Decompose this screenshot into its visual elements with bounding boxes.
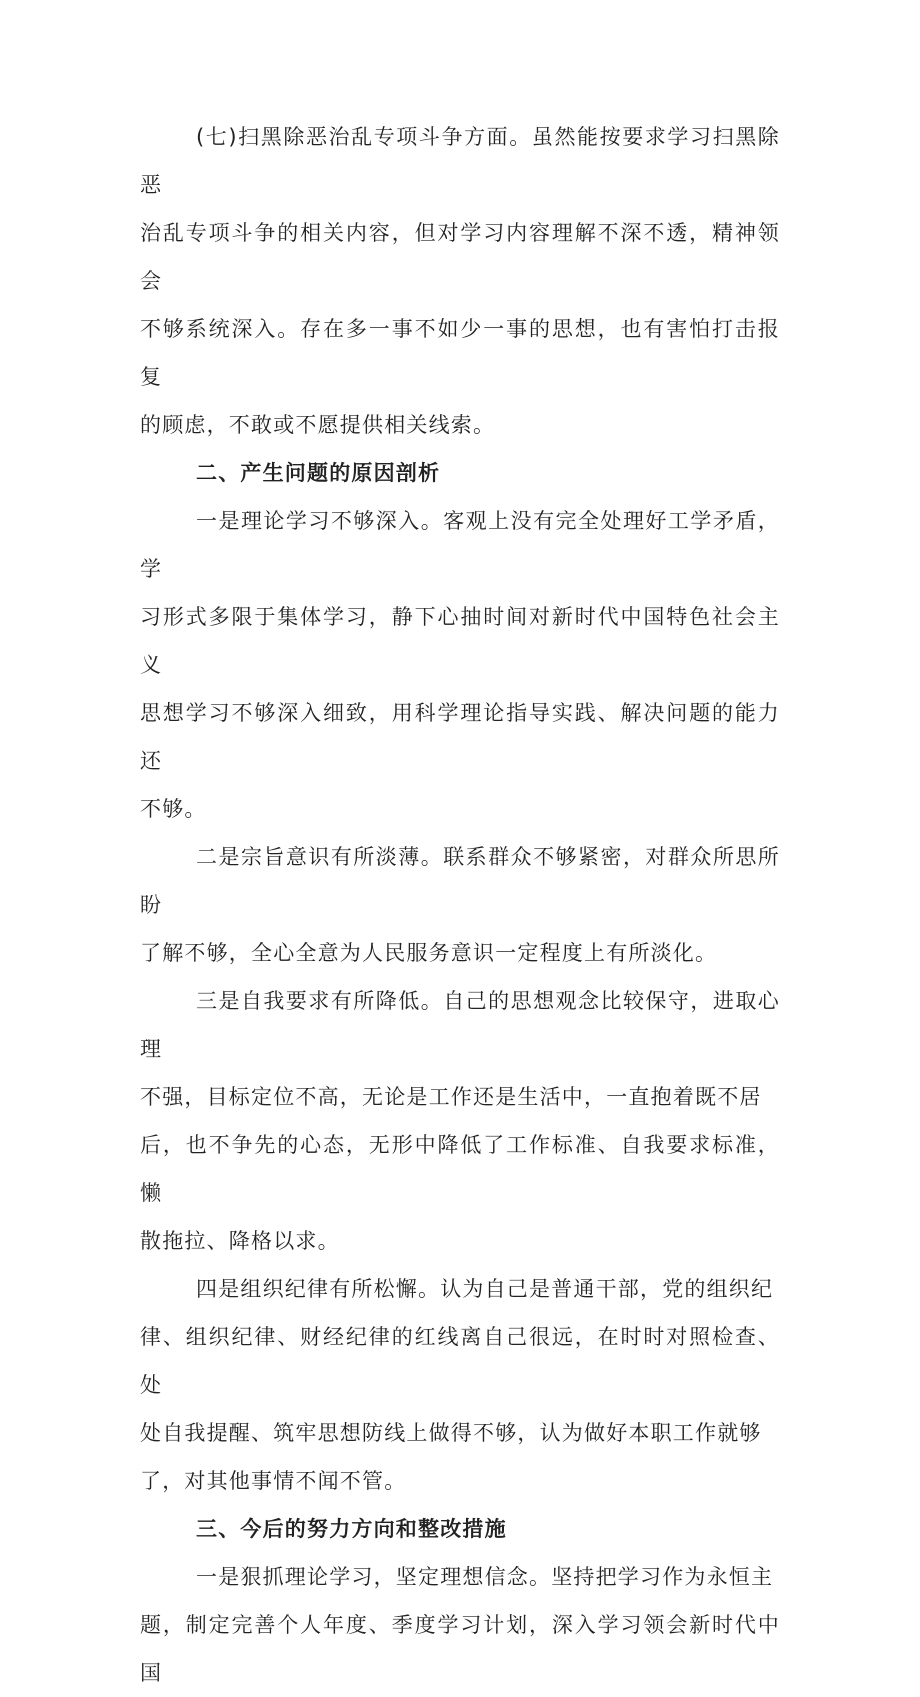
text-line: 了，对其他事情不闻不管。	[140, 1469, 407, 1493]
heading-text: 二、产生问题的原因剖析	[196, 461, 441, 485]
text-line: 了解不够，全心全意为人民服务意识一定程度上有所淡化。	[140, 941, 718, 965]
text-line: 不强，目标定位不高，无论是工作还是生活中，一直抱着既不居	[140, 1085, 762, 1109]
paragraph-discipline	[140, 1265, 780, 1505]
section-heading-causes	[140, 449, 780, 497]
text-line: 习形式多限于集体学习，静下心抽时间对新时代中国特色社会主义	[140, 605, 780, 677]
paragraph-self-requirement	[140, 977, 780, 1265]
section-heading-measures	[140, 1505, 780, 1553]
heading-text: 三、今后的努力方向和整改措施	[196, 1517, 507, 1541]
text-line: 思想学习不够深入细致，用科学理论指导实践、解决问题的能力还	[140, 701, 780, 773]
text-line: 后，也不争先的心态，无形中降低了工作标准、自我要求标准，懒	[140, 1133, 780, 1205]
text-line: 一是理论学习不够深入。客观上没有完全处理好工学矛盾，学	[140, 509, 780, 581]
text-line: (七)扫黑除恶治乱专项斗争方面。虽然能按要求学习扫黑除恶	[140, 125, 780, 197]
paragraph-theory-study	[140, 497, 780, 833]
text-line: 散拖拉、降格以求。	[140, 1229, 340, 1253]
text-line: 三是自我要求有所降低。自己的思想观念比较保守，进取心理	[140, 989, 780, 1061]
text-line: 一是狠抓理论学习，坚定理想信念。坚持把学习作为永恒主	[196, 1565, 774, 1589]
text-line: 不够。	[140, 797, 207, 821]
text-line: 四是组织纪律有所松懈。认为自己是普通干部，党的组织纪	[196, 1277, 774, 1301]
text-line: 的顾虑，不敢或不愿提供相关线索。	[140, 413, 496, 437]
document-body	[140, 113, 780, 1697]
text-line: 律、组织纪律、财经纪律的红线离自己很远，在时时对照检查、处	[140, 1325, 780, 1397]
text-line: 不够系统深入。存在多一事不如少一事的思想，也有害怕打击报复	[140, 317, 780, 389]
paragraph-sweep-crime	[140, 113, 780, 449]
paragraph-theory-measures	[140, 1553, 780, 1697]
paragraph-purpose-awareness	[140, 833, 780, 977]
text-line: 二是宗旨意识有所淡薄。联系群众不够紧密，对群众所思所盼	[140, 845, 780, 917]
text-line: 题，制定完善个人年度、季度学习计划，深入学习领会新时代中国	[140, 1613, 780, 1685]
text-line: 处自我提醒、筑牢思想防线上做得不够，认为做好本职工作就够	[140, 1421, 762, 1445]
text-line: 治乱专项斗争的相关内容，但对学习内容理解不深不透，精神领会	[140, 221, 780, 293]
